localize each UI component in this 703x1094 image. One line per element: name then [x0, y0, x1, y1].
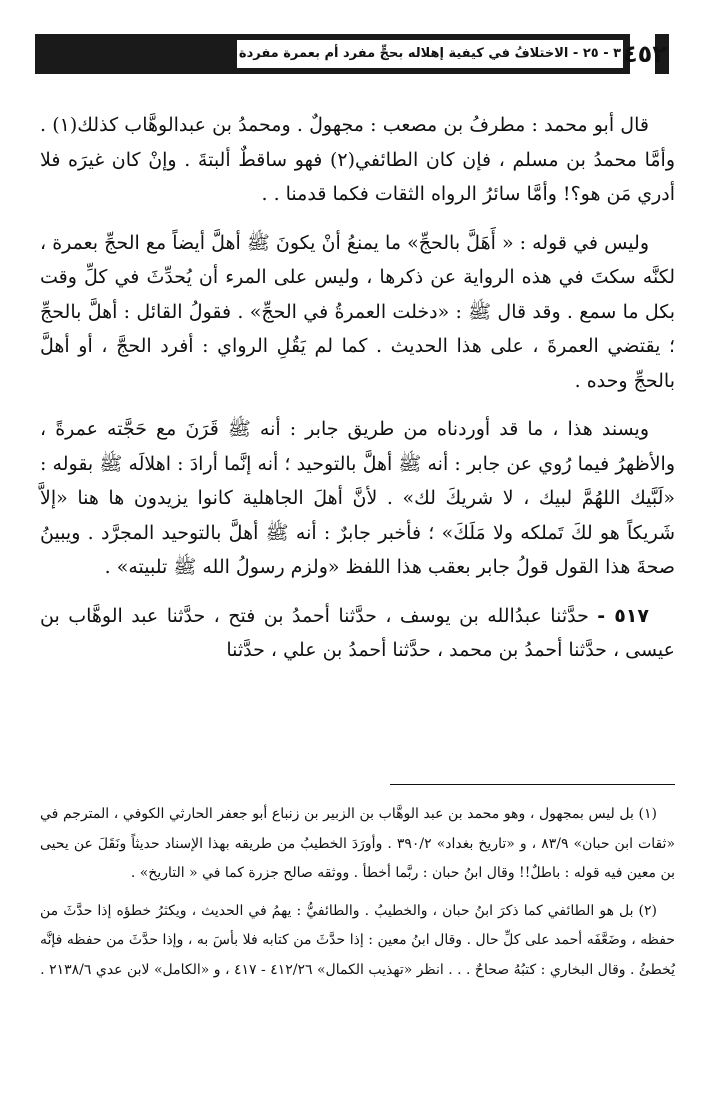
paragraph: وليس في قوله : « أَهَلَّ بالحجِّ» ما يمنعُ أنْ يكونَ ﷺ أهلَّ أيضاً مع الحجِّ بعمرة ، لكنَّه سكتَ في هذه الرواية عن ذكرها ، وليس على المرء أن يُحدِّثَ في كلِّ وقت بكل ما سمع . وقد قال ﷺ : «دخلت العمرةُ في الحجِّ» . فقولُ القائل : أهلَّ بالحجِّ ؛ يقتضي العمرةَ ، على هذا الحديث . كما لم يَقُلِ الرواي : أفرد الحجَّ ، أو أهلَّ بالحجِّ وحده .: [40, 231, 675, 392]
footnotes: [40, 800, 675, 993]
running-header: [35, 34, 630, 74]
paragraph: قال أبو محمد : مطرفُ بن مصعب : مجهولٌ . ومحمدُ بن عبدالوهَّاب كذلك(١) . وأمَّا محمدُ بن مسلم ، فإن كان الطائفي(٢) فهو ساقطٌ ألبتةَ . وإنْ كان غيرَه فلا أدري مَن هو؟! وأمَّا سائرُ الرواه الثقات فكما قدمنا . .: [40, 114, 675, 205]
main-text: [40, 108, 675, 680]
footnote: (١) بل ليس بمجهول ، وهو محمد بن عبد الوهَّاب بن الزبير بن زنباع أبو جعفر الحارثي الكوفي ، المترجم في «ثقات ابن حبان» ٨٣/٩ ، و «تاريخ بغداد» ٣٩٠/٢ . وأورَدَ الخطيبُ من طريقه بهذا الإسناد حديثاً ونَقَلَ عن يحيى بن معين فيه قوله : باطلٌ!! وقال ابنُ حبان : ربَّما أخطأ . ووثقه صالح جزرة كما في « التاريخ» .: [40, 806, 676, 881]
hadith-text: حدَّثنا عبدُالله بن يوسف ، حدَّثنا أحمدُ بن فتح ، حدَّثنا عبد الوهَّاب بن عيسى ، حدَّثنا أحمدُ بن محمد ، حدَّثنا أحمدُ بن علي ، حدَّثنا: [40, 604, 675, 661]
paragraph: ويسند هذا ، ما قد أوردناه من طريق جابر : أنه ﷺ قَرَنَ مع حَجَّته عمرةً ، والأظهرُ فيما رُوي عن جابر : أنه ﷺ أهلَّ بالتوحيد ؛ أنه إنَّما أرادَ : اهلالَه ﷺ بقوله : «لَبَّيك اللهُمَّ لبيك ، لا شريكَ لك» . لأنَّ أهلَ الجاهلية كانوا يزيدون ها هنا «إلاَّ شَريكاً هو لكَ تَملكه ولا مَلَكَ» ؛ فأخبر جابرٌ : أنه ﷺ أهلَّ بالتوحيد المجرَّد . ويبينُ صحةَ هذا القول قولُ جابر بعقب هذا اللفظ «ولزم رسولُ الله ﷺ تلبيته» .: [40, 418, 675, 578]
running-header-title: ٣ - ٢٥ - الاختلافُ في كيفية إهلاله بحجٍّ مفرد أم بعمرة مفردة: [235, 38, 625, 70]
footnote: (٢) بل هو الطائفي كما ذكرَ ابنُ حبان ، والخطيبُ . والطائفيُّ : يهمُ في الحديث ، ويكثرُ خطؤه إذا حدَّثَ من حفظه ، وضَعَّفَه أحمد على كلِّ حال . وقال ابنُ معين : إذا حدَّثَ من كتابه فلا بأسَ به ، وإذا حدَّثَ من حفظه فإنَّه يُخطئُ . وقال البخاري : كتبُهُ صحاحٌ . . . انظر «تهذيب الكمال» ٤١٢/٢٦ - ٤١٧ ، و «الكامل» لابن عدي ٢١٣٨/٦ .: [40, 902, 675, 978]
hadith-paragraph: [40, 599, 675, 668]
page-number: ٤٥٢: [623, 40, 667, 68]
hadith-number: ٥١٧ -: [597, 604, 649, 627]
footnote-divider: [390, 784, 675, 785]
